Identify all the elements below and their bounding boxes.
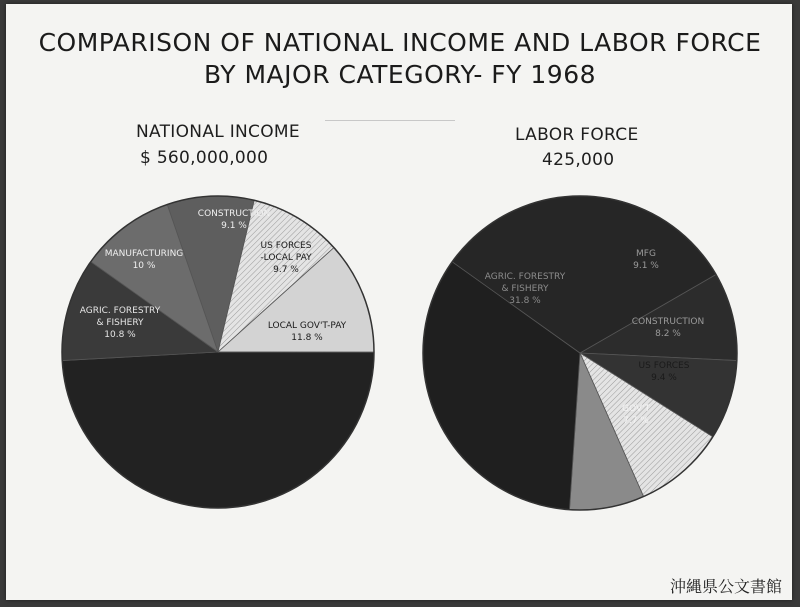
slice-label: CONSTRUCTION — [631, 317, 705, 327]
slice-value-label: 9.1 % — [221, 221, 247, 231]
slice-label: CONSTRUCTION — [197, 209, 271, 219]
slice-value-label: 7.7 % — [623, 416, 649, 426]
left-pie-subtitle: $ 560,000,000 — [140, 148, 269, 168]
slice-value-label: 9.7 % — [273, 265, 299, 275]
archive-watermark: 沖縄県公文書館 — [669, 577, 782, 596]
slice-label: MANUFACTURING — [104, 249, 184, 259]
slice-label: GOV'T — [621, 404, 651, 414]
slice-label: & FISHERY — [96, 318, 144, 328]
slice-label: LOCAL GOV'T-PAY — [267, 321, 347, 331]
labor-force-pie — [423, 196, 737, 510]
slice-value-label: 9.1 % — [633, 261, 659, 271]
slice-label: MFG — [636, 249, 656, 259]
slice-label: AGRIC. FORESTRY — [79, 306, 161, 316]
slice-value-label: 8.2 % — [655, 329, 681, 339]
slice-label: US FORCES — [260, 241, 312, 251]
slice-value-label: 10 % — [132, 261, 156, 271]
right-pie-title: LABOR FORCE — [515, 125, 639, 145]
slice-label: AGRIC. FORESTRY — [484, 272, 566, 282]
slice-value-label: 11.8 % — [291, 333, 323, 343]
national-income-pie — [62, 196, 374, 508]
slice-label: & FISHERY — [501, 284, 549, 294]
slice-value-label: 10.8 % — [104, 330, 136, 340]
slice-value-label: 31.8 % — [509, 296, 541, 306]
pie-slice — [62, 352, 374, 508]
slice-value-label: 9.4 % — [651, 373, 677, 383]
left-pie-title: NATIONAL INCOME — [136, 122, 300, 142]
slice-label: -LOCAL PAY — [260, 253, 312, 263]
right-pie-subtitle: 425,000 — [542, 150, 615, 170]
chart-title: COMPARISON OF NATIONAL INCOME AND LABOR FORCE — [38, 28, 762, 57]
slice-label: US FORCES — [638, 361, 690, 371]
chart-subtitle: BY MAJOR CATEGORY- FY 1968 — [203, 60, 597, 89]
